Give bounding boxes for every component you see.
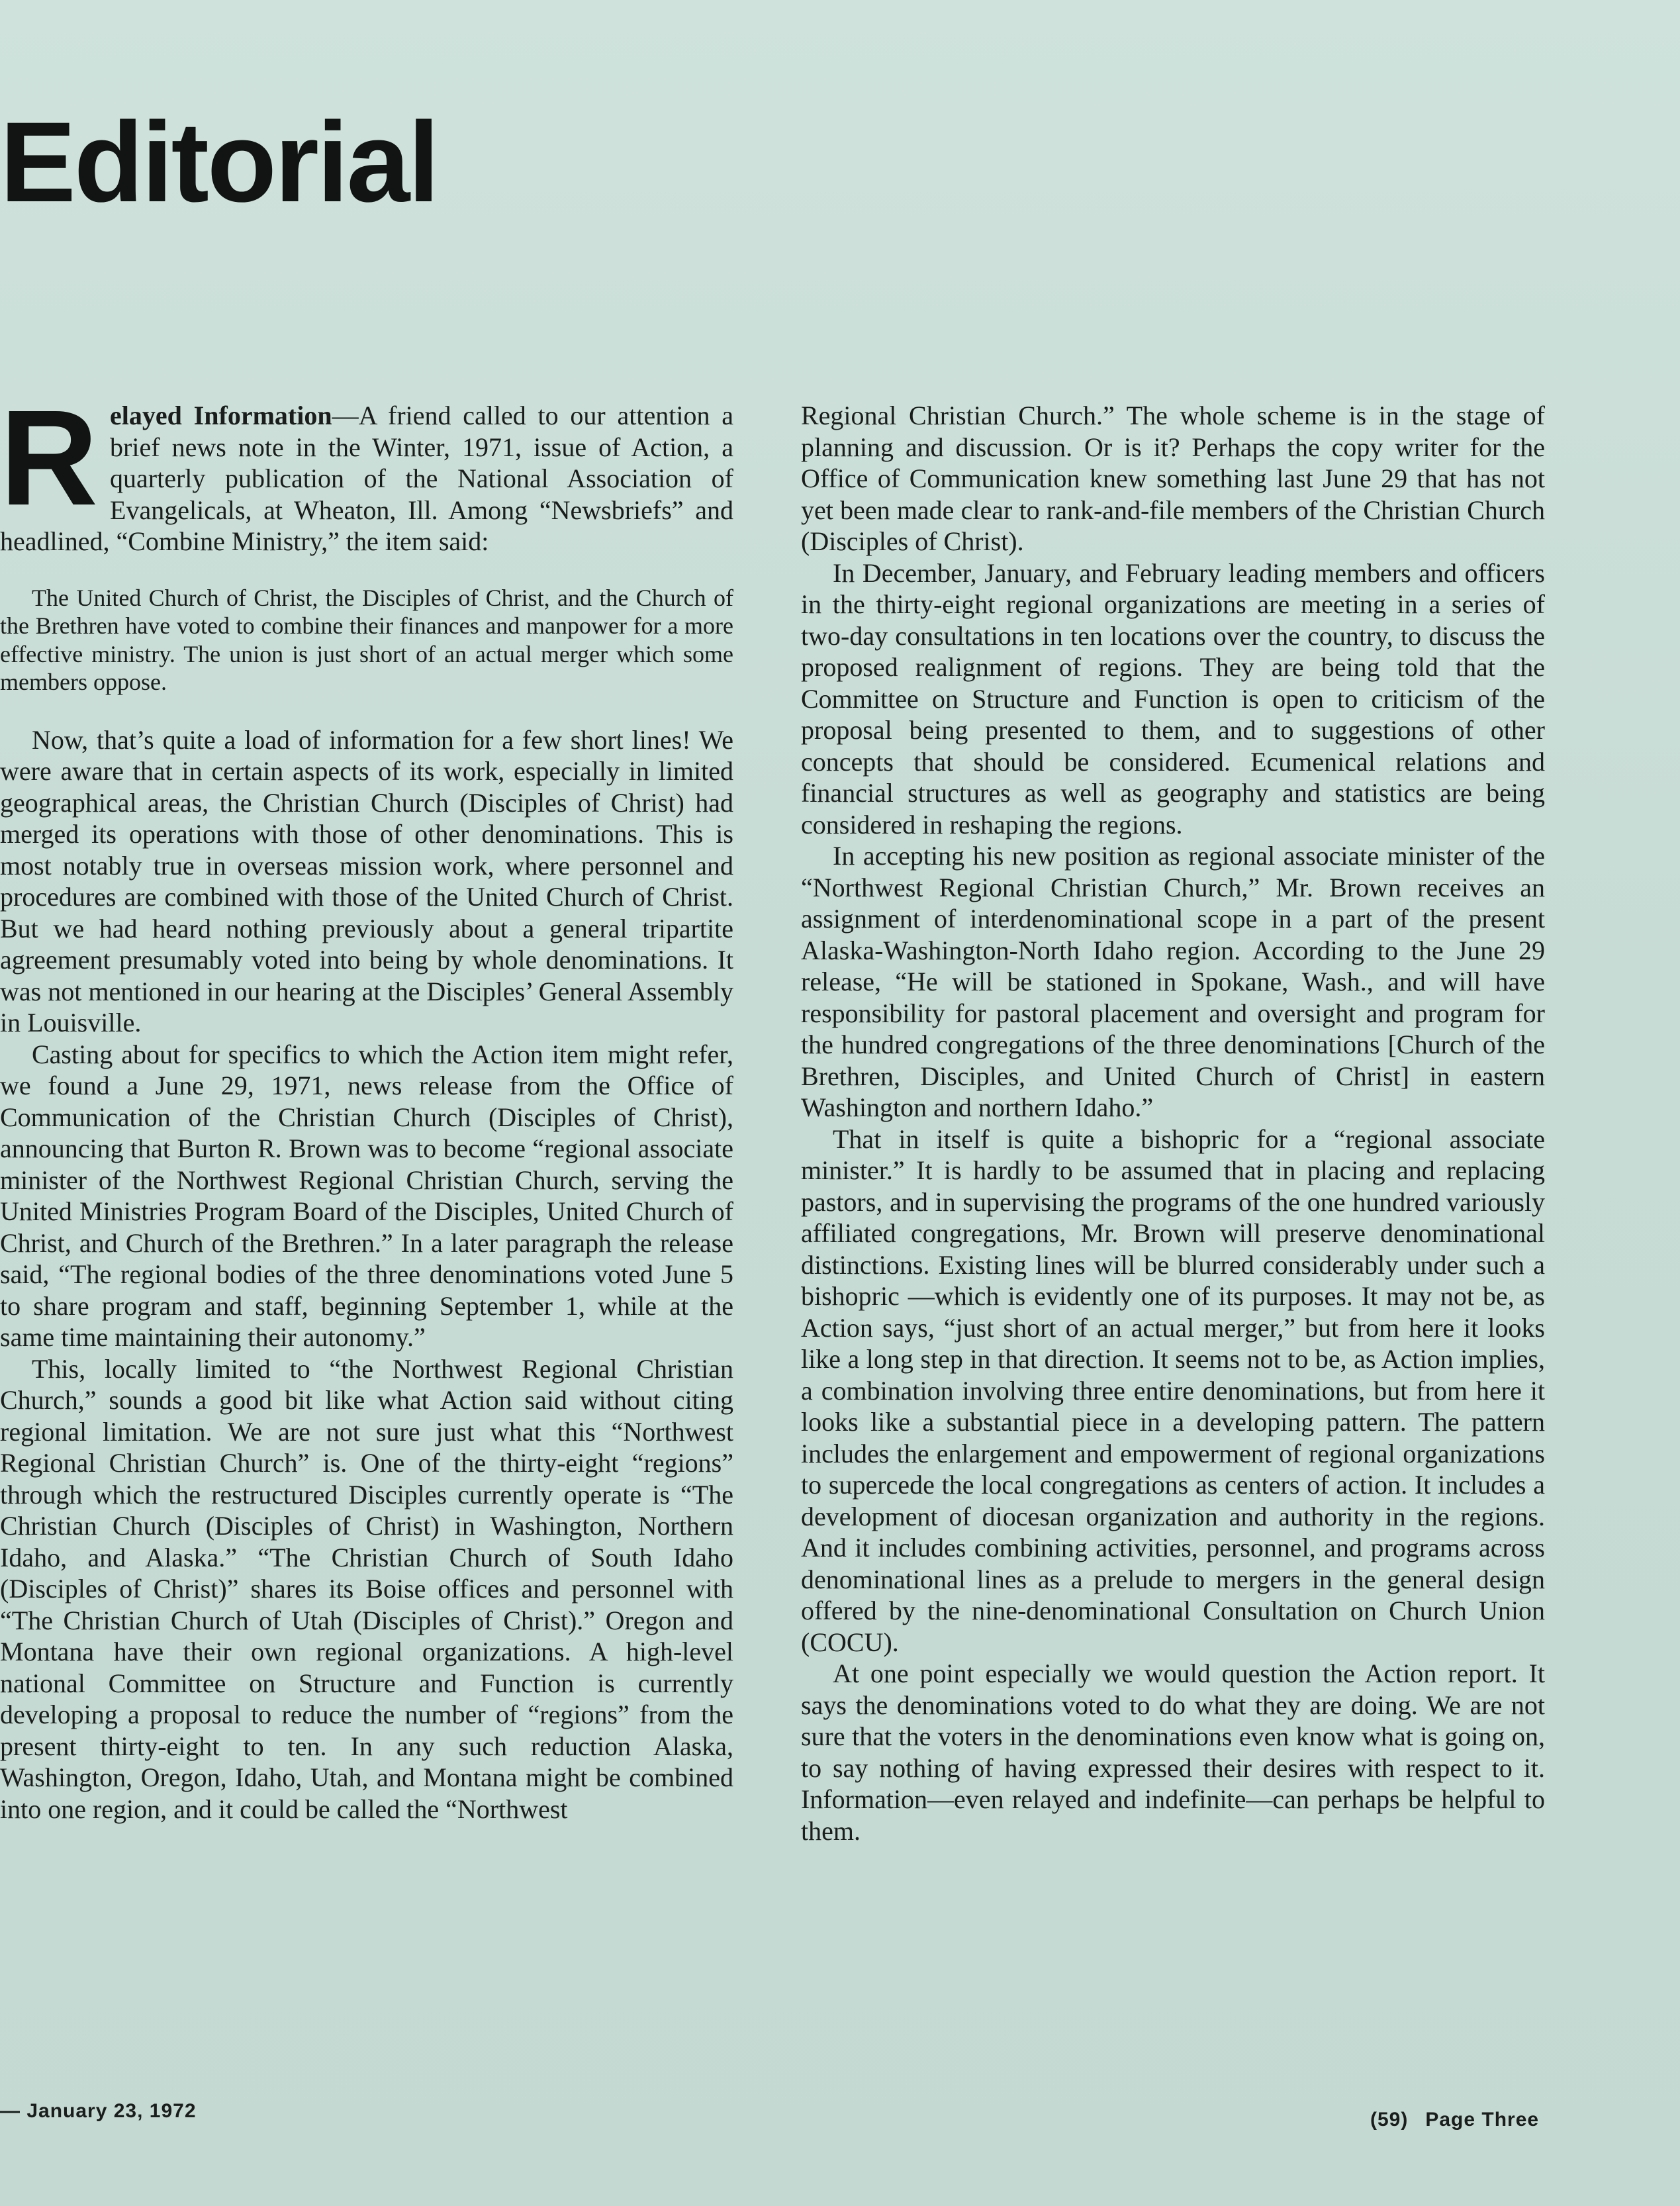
drop-cap: R <box>0 382 99 534</box>
paragraph-2: Now, that’s quite a load of information for a few short lines! We were aware that in certain aspects of its work, especially in limited geographical areas, the Christian Church (Disciples of Christ) had merged its operations with those of other denominations. This is most notably true in overseas mission work, where personnel and procedures are combined with those of the United Church of Christ. But we had heard nothing previously about a general tripartite agreement presumably voted into being by whole denominations. It was not mentioned in our hearing at the Disciples’ General Assembly in Louisville. <box>0 724 733 1037</box>
paragraph-4: This, locally limited to “the Northwest Regional Christian Church,” sounds a good bit like what Action said without citing regional limitation. We are not sure just what this “Northwest Regional Christian Church” is. One of the thirty-eight “regions” through which the restructured Disciples currently operate is “The Christian Church (Disciples of Christ) in Washington, Northern Idaho, and Alaska.” “The Christian Church of South Idaho (Disciples of Christ)” shares its Boise offices and personnel with “The Christian Church of Utah (Disciples of Christ).” Oregon and Montana have their own regional organizations. A high-level national Committee on Structure and Function is currently developing a proposal to reduce the number of “regions” from the present thirty-eight to ten. In any such reduction Alaska, Washington, Oregon, Idaho, Utah, and Montana might be combined into one region, and it could be called the “Northwest <box>0 1353 733 1824</box>
paragraph-9: At one point especially we would question the Action report. It says the denominations voted to do what they are doing. We are not sure that the voters in the denominations even know what is going on, to say nothing of having expressed their desires with respect to it. Information—even relayed and indefinite—can perhaps be helpful to them. <box>801 1658 1545 1846</box>
paragraph-3: Casting about for specifics to which the Action item might refer, we found a June 29, 1971, news release from the Office of Communication of the Christian Church (Disciples of Christ), announcing that Burton R. Brown was to become “regional associate minister of the Northwest Regional Christian Church, serving the United Ministries Program Board of the Disciples, United Church of Christ, and Church of the Brethren.” In a later paragraph the release said, “The regional bodies of the three denominations voted June 5 to share program and staff, beginning September 1, while at the same time maintaining their autonomy.” <box>0 1039 733 1352</box>
lead-in: elayed Information <box>110 401 332 430</box>
page-title: Editorial <box>0 99 438 226</box>
paragraph-8: That in itself is quite a bishopric for a “regional associate minister.” It is hardly to be assumed that in placing and replacing pastors, and in supervising the programs of the one hundred variously affiliated congregations, Mr. Brown will preserve denominational distinctions. Existing lines will be blurred considerably under such a bishopric —which is evidently one of its purposes. It may not be, as Action says, “just short of an actual merger,” but from here it looks like a long step in that direction. It seems not to be, as Action implies, a combination involving three entire denominations, but from here it looks like a substantial piece in a developing pattern. The pattern includes the enlargement and empowerment of regional organizations to supercede the local congregations as centers of action. It includes a development of diocesan organization and authority in the regions. And it includes combining activities, personnel, and programs across denominational lines as a prelude to mergers in the general design offered by the nine-denominational Consultation on Church Union (COCU). <box>801 1124 1545 1657</box>
page-label: Page Three <box>1425 2109 1540 2131</box>
left-column <box>0 382 733 1825</box>
paragraph-6: In December, January, and February leading members and officers in the thirty-eight regional organizations are meeting in a series of two-day consultations in ten locations over the country, to discuss the proposed realignment of regions. They are being told that the Committee on Structure and Function is open to criticism of the proposal being presented to them, and to suggestions of other concepts that should be considered. Ecumenical relations and financial structures as well as geography and statistics are being considered in reshaping the regions. <box>801 557 1545 839</box>
block-quote: The United Church of Christ, the Disciples of Christ, and the Church of the Brethren have voted to combine their finances and manpower for a more effective ministry. The union is just short of an actual merger which some members oppose. <box>0 584 733 695</box>
paragraph-5: Regional Christian Church.” The whole scheme is in the stage of planning and discussion. Or is it? Perhaps the copy writer for the Office of Communication knew something last June 29 that has not yet been made clear to rank-and-file members of the Christian Church (Disciples of Christ). <box>801 401 1545 556</box>
footer-page <box>1370 2109 1539 2131</box>
right-column <box>801 400 1545 1846</box>
footer-date: — January 23, 1972 <box>0 2100 197 2122</box>
paragraph-7: In accepting his new position as regional associate minister of the “Northwest Regional Christian Church,” Mr. Brown receives an assignment of interdenominational scope in a part of the present Alaska-Washington-North Idaho region. According to the June 29 release, “He will be stationed in Spokane, Wash., and will have responsibility for pastoral placement and oversight and program for the hundred congregations of the three denominations [Church of the Brethren, Disciples, and United Church of Christ] in eastern Washington and northern Idaho.” <box>801 841 1545 1122</box>
page-number: (59) <box>1370 2109 1409 2131</box>
bleed-through-shadow <box>794 205 1556 404</box>
paragraph-1-text: —A friend called to our attention a brief news note in the Winter, 1971, issue of Action, a quarterly publication of the National Association of Evangelicals, at Wheaton, Ill. Among “Newsbriefs” and headlined, “Combine Ministry,” the item said: <box>0 401 733 556</box>
paragraph-1 <box>0 382 733 557</box>
